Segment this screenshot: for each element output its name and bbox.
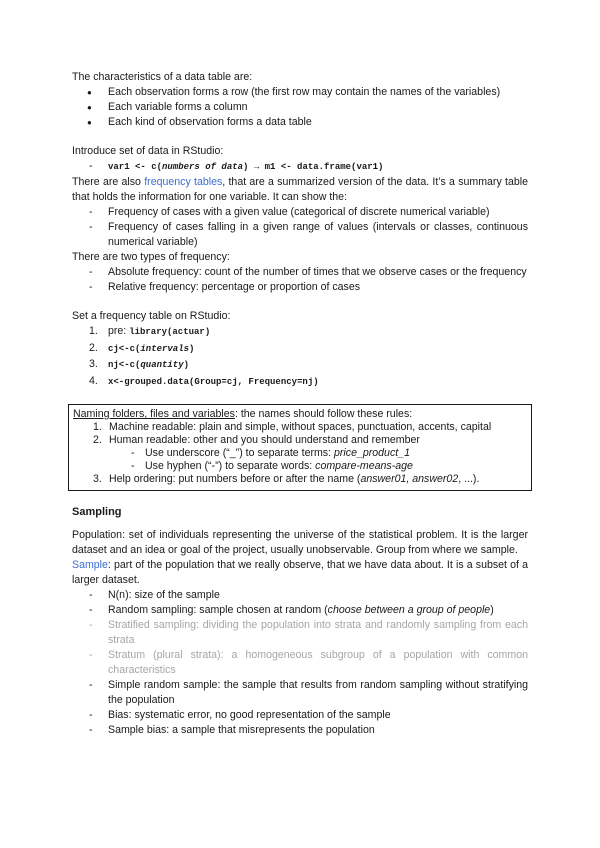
list-item: - Frequency of cases falling in a given range of values (intervals or classes, continuous numerical variable) <box>72 220 528 250</box>
freq-table-intro: Set a frequency table on RStudio: <box>72 310 231 322</box>
intro-heading: The characteristics of a data table are: <box>72 71 253 83</box>
document-page <box>72 70 528 738</box>
list-item: - Simple random sample: the sample that results from random sampling without stratifying the population <box>72 678 528 708</box>
code-line: - var1 <- c(numbers of data) → m1 <- data.frame(var1) <box>72 159 528 175</box>
frequency-paragraph: There are also frequency tables, that are a summarized version of the data. It’s a summary table that holds the information for one variable. It can show the: <box>72 176 528 203</box>
list-item: - Use hyphen (“-”) to separate words: compare-means-age <box>73 460 527 473</box>
characteristics-list <box>72 85 528 130</box>
list-item: 1. pre: library(actuar) <box>89 325 211 337</box>
list-item: - Bias: systematic error, no good representation of the sample <box>72 708 528 723</box>
sample-link[interactable]: Sample <box>72 559 108 571</box>
list-item: - Use underscore (“_”) to separate terms: price_product_1 <box>73 447 527 460</box>
naming-rules-list <box>73 421 527 447</box>
types-list <box>72 265 528 295</box>
list-item: ● Each variable forms a column <box>72 100 528 115</box>
list-item: - Frequency of cases with a given value (categorical of discrete numerical variable) <box>72 205 528 220</box>
naming-box-title: Naming folders, files and variables: the names should follow these rules: <box>73 408 413 420</box>
rstudio-intro: Introduce set of data in RStudio: <box>72 145 224 157</box>
list-item: - Relative frequency: percentage or proportion of cases <box>72 280 528 295</box>
list-item: 3. Help ordering: put numbers before or after the name (answer01, answer02, ...). <box>93 473 480 485</box>
code-list <box>72 159 528 175</box>
list-item: ● Each kind of observation forms a data table <box>72 115 528 130</box>
sampling-list <box>72 588 528 738</box>
list-item: ● Each observation forms a row (the first row may contain the names of the variables) <box>72 85 528 100</box>
freq-table-steps <box>72 324 528 390</box>
list-item: 3. nj<-c(quantity) <box>89 358 190 370</box>
list-item: - Absolute frequency: count of the number of times that we observe cases or the frequency <box>72 265 528 280</box>
list-item: 1. Machine readable: plain and simple, without spaces, punctuation, accents, capital <box>93 421 492 433</box>
naming-sub-list <box>73 447 527 473</box>
list-item: 4. x<-grouped.data(Group=cj, Frequency=nj) <box>89 374 319 387</box>
list-item: - Random sampling: sample chosen at random (choose between a group of people) <box>72 603 528 618</box>
list-item: - Stratum (plural strata): a homogeneous subgroup of a population with common characteristics <box>72 648 528 678</box>
types-intro: There are two types of frequency: <box>72 251 230 263</box>
naming-rules-box <box>68 404 532 491</box>
list-item: - N(n): size of the sample <box>72 588 528 603</box>
list-item: 2. cj<-c(intervals) <box>89 341 195 354</box>
sample-paragraph: Sample: part of the population that we really observe, that we have data about. It is a subset of a larger dataset. <box>72 559 528 586</box>
frequency-tables-link[interactable]: frequency tables <box>144 176 223 188</box>
show-list <box>72 205 528 250</box>
sampling-heading: Sampling <box>72 506 122 518</box>
list-item: - Sample bias: a sample that misrepresents the population <box>72 723 528 738</box>
list-item: 2. Human readable: other and you should understand and remember <box>93 434 420 446</box>
list-item: - Stratified sampling: dividing the population into strata and randomly sampling from each strata <box>72 618 528 648</box>
naming-rules-list-cont <box>73 473 527 486</box>
population-paragraph: Population: set of individuals representing the universe of the statistical problem. It is the larger dataset and an idea or goal of the project, usually unobservable. Group from where we sample. <box>72 529 528 556</box>
